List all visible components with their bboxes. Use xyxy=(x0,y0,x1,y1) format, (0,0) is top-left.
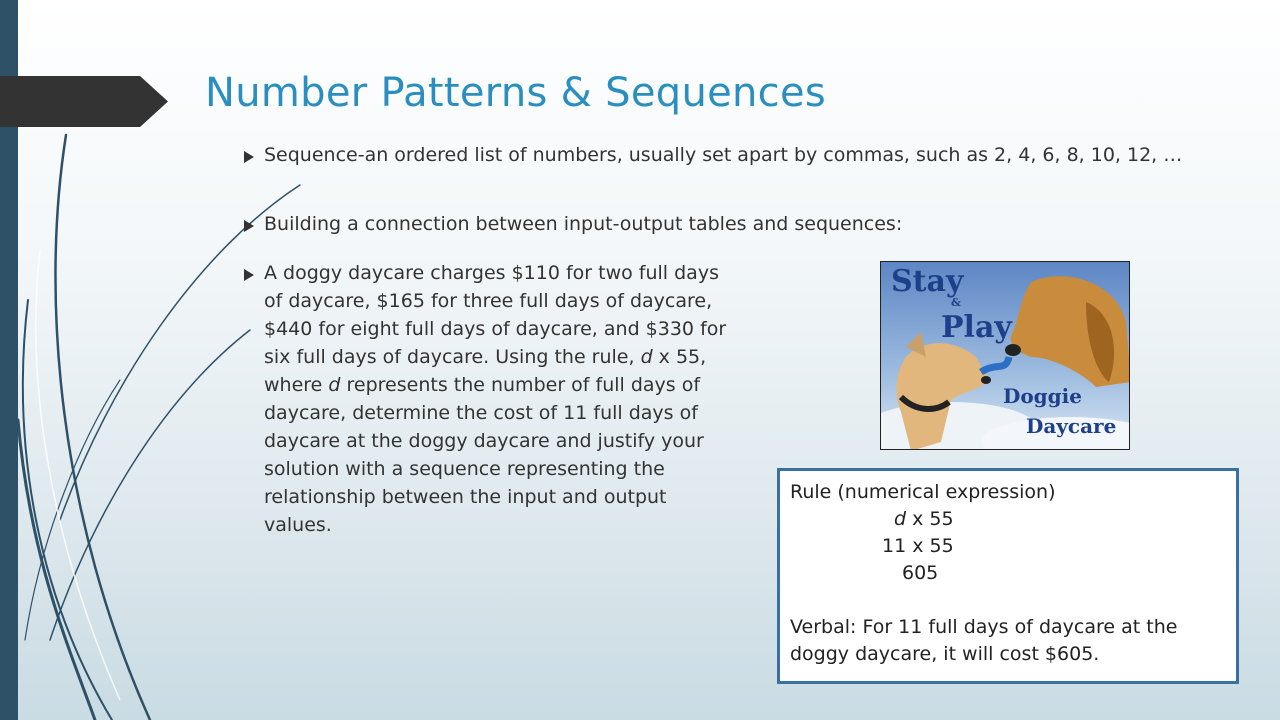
rule-solution-box xyxy=(777,468,1239,684)
rule-result: 605 xyxy=(902,562,939,584)
rule-substituted: 11 x 55 xyxy=(882,535,954,557)
arrow-bullet-icon xyxy=(238,210,264,232)
rule-heading: Rule (numerical expression) xyxy=(790,481,1056,503)
slide-title: Number Patterns & Sequences xyxy=(205,70,827,116)
logo-amp-text: & xyxy=(951,296,961,309)
problem-text: A doggy daycare charges $110 for two full days of daycare, $165 for three full days of daycare, $440 for eight full days of daycare, and $330 for six full days of daycare. Using the rule, d x 55, where d represents the number of full days of daycare, determine the cost of 11 full days of daycare at the doggy daycare and justify your solution with a sequence representing the relationship between the input and output values. xyxy=(264,262,727,536)
title-arrow-shape xyxy=(0,76,168,127)
bullet-daycare-problem xyxy=(238,259,728,539)
rule-expression: d x 55 xyxy=(894,508,954,530)
bullet-text: Building a connection between input-output tables and sequences: xyxy=(264,213,903,235)
logo-stay-text: Stay xyxy=(891,264,964,299)
variable-d: d xyxy=(328,374,341,396)
bullet-text: Sequence-an ordered list of numbers, usually set apart by commas, such as 2, 4, 6, 8, 10, 12, … xyxy=(264,144,1183,166)
stay-and-play-logo-image xyxy=(880,261,1130,450)
bullet-connection xyxy=(238,210,1188,238)
logo-daycare-text: Daycare xyxy=(1026,414,1117,438)
logo-doggie-text: Doggie xyxy=(1003,384,1082,408)
rule-verbal: Verbal: For 11 full days of daycare at the doggy daycare, it will cost $605. xyxy=(790,616,1178,665)
arrow-bullet-icon xyxy=(238,141,264,163)
variable-d: d xyxy=(640,346,653,368)
arrow-bullet-icon xyxy=(238,259,264,281)
variable-d: d xyxy=(894,508,907,530)
logo-play-text: Play xyxy=(941,310,1012,345)
bullet-sequence-definition xyxy=(238,141,1188,169)
